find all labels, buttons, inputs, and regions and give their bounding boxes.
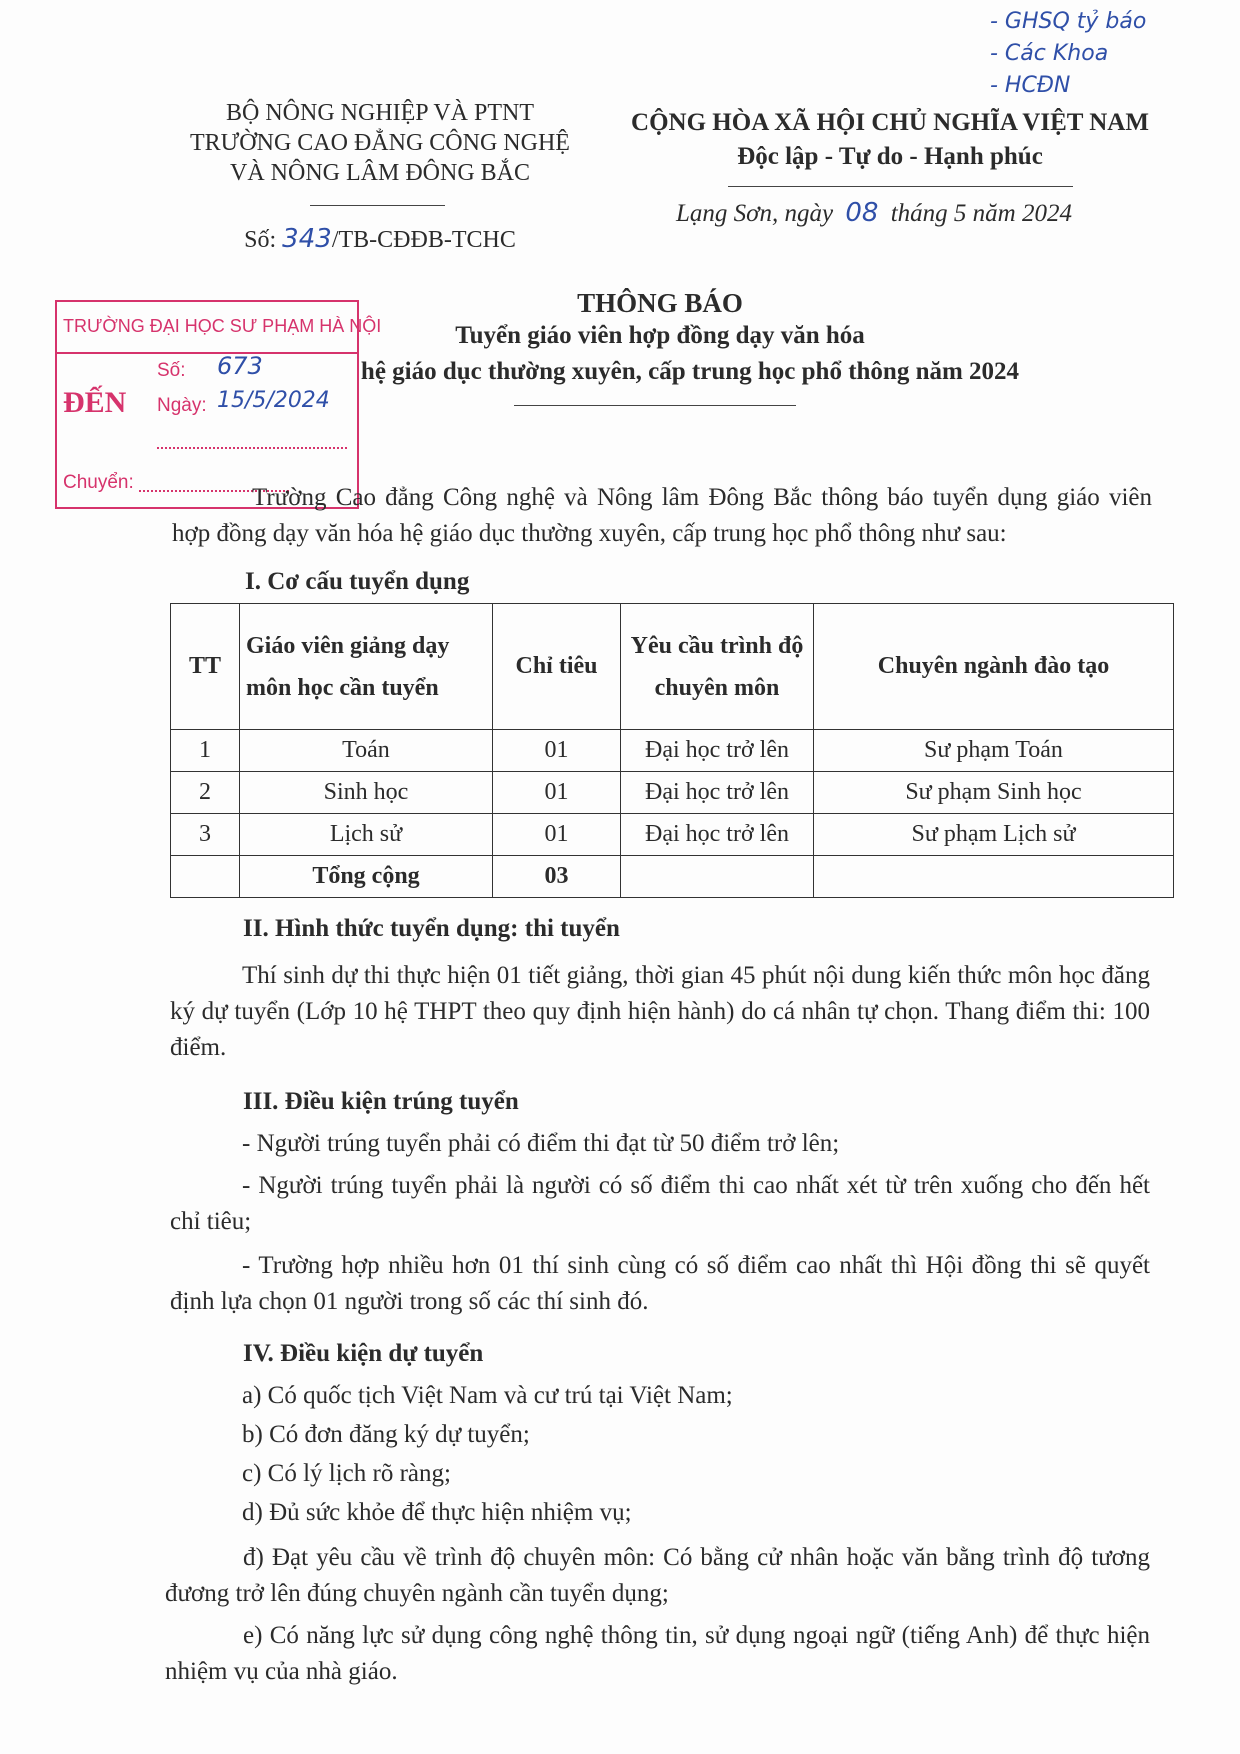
ministry-name: BỘ NÔNG NGHIỆP VÀ PTNT	[225, 100, 534, 126]
stamp-chuyen-label: Chuyển:	[63, 472, 134, 493]
stamp-blank-line	[157, 447, 347, 449]
stamp-so-value: 673	[217, 352, 263, 380]
total-label: Tổng cộng	[240, 856, 493, 898]
section-3-item: - Trường hợp nhiều hơn 01 thí sinh cùng có số điểm cao nhất thì Hội đồng thi sẽ quyết định lựa chọn 01 người trong số các thí sinh đó.	[170, 1252, 1150, 1315]
table-header-row	[171, 604, 1174, 730]
table-row	[171, 814, 1174, 856]
table-row	[171, 730, 1174, 772]
distribution-line: - Các Khoa	[990, 41, 1109, 66]
table-row	[171, 772, 1174, 814]
stamp-ngay-label: Ngày:	[157, 395, 207, 416]
cell	[171, 856, 240, 898]
handwritten-distribution	[990, 6, 1146, 102]
stamp-ngay-value: 15/5/2024	[217, 388, 330, 413]
section-2-text: Thí sinh dự thi thực hiện 01 tiết giảng, thời gian 45 phút nội dung kiến thức môn học đăng ký dự tuyển (Lớp 10 hệ THPT theo quy định hiện hành) do cá nhân tự chọn. Thang điểm thi: 100 điểm.	[170, 962, 1150, 1061]
section-3-heading: III. Điều kiện trúng tuyển	[243, 1088, 519, 1115]
cell	[621, 856, 814, 898]
section-4-item: b) Có đơn đăng ký dự tuyển;	[242, 1421, 530, 1448]
issue-date: Lạng Sơn, ngày 08 tháng 5 năm 2024	[676, 198, 1072, 228]
col-header-subject: Giáo viên giảng dạy môn học cần tuyển	[240, 604, 493, 730]
section-4-item: c) Có lý lịch rõ ràng;	[242, 1460, 451, 1487]
col-header-level: Yêu cầu trình độ chuyên môn	[621, 604, 814, 730]
cell: 01	[493, 772, 621, 814]
issuer-header	[160, 98, 600, 188]
section-2-heading: II. Hình thức tuyển dụng: thi tuyển	[243, 915, 620, 942]
stamp-divider	[57, 352, 357, 354]
distribution-line: - HCĐN	[990, 73, 1071, 98]
intro-paragraph: Trường Cao đẳng Công nghệ và Nông lâm Đông Bắc thông báo tuyển dụng giáo viên hợp đồng dạy văn hóa hệ giáo dục thường xuyên, cấp trung học phổ thông như sau:	[172, 484, 1152, 547]
document-number: Số: 343/TB-CĐĐB-TCHC	[244, 224, 516, 254]
cell: Đại học trở lên	[621, 730, 814, 772]
cell	[814, 856, 1174, 898]
cell: Sư phạm Sinh học	[814, 772, 1174, 814]
cell: 3	[171, 814, 240, 856]
title-underline	[514, 405, 796, 406]
document-heading: THÔNG BÁO	[577, 288, 743, 318]
cell: 01	[493, 814, 621, 856]
issue-day-handwritten: 08	[845, 198, 879, 228]
document-subject-line1: Tuyển giáo viên hợp đồng dạy văn hóa	[455, 322, 865, 349]
cell: Toán	[240, 730, 493, 772]
section-1-heading: I. Cơ cấu tuyển dụng	[245, 568, 470, 595]
document-subject-line2: hệ giáo dục thường xuyên, cấp trung học phổ thông năm 2024	[360, 358, 1020, 385]
national-motto: Độc lập - Tự do - Hạnh phúc	[737, 143, 1043, 170]
cell: Sư phạm Toán	[814, 730, 1174, 772]
total-value: 03	[493, 856, 621, 898]
cell: Sư phạm Lịch sử	[814, 814, 1174, 856]
document-number-handwritten: 343	[282, 224, 332, 254]
stamp-org: TRƯỜNG ĐẠI HỌC SƯ PHẠM HÀ NỘI	[63, 316, 382, 336]
school-name-line2: VÀ NÔNG LÂM ĐÔNG BẮC	[230, 160, 530, 186]
col-header-major: Chuyên ngành đào tạo	[814, 604, 1174, 730]
issuer-underline	[310, 205, 445, 206]
motto-underline	[728, 186, 1073, 187]
cell: 01	[493, 730, 621, 772]
section-3-item: - Người trúng tuyển phải có điểm thi đạt từ 50 điểm trở lên;	[242, 1130, 840, 1157]
section-4-heading: IV. Điều kiện dự tuyển	[243, 1340, 484, 1367]
section-4-item: đ) Đạt yêu cầu về trình độ chuyên môn: Có bằng cử nhân hoặc văn bằng trình độ tương đương trở lên đúng chuyên ngành cần tuyển dụng;	[165, 1544, 1150, 1607]
cell: Lịch sử	[240, 814, 493, 856]
stamp-den: ĐẾN	[63, 386, 127, 419]
cell: Đại học trở lên	[621, 772, 814, 814]
distribution-line: - GHSQ tỷ báo	[990, 9, 1147, 34]
section-4-item: e) Có năng lực sử dụng công nghệ thông tin, sử dụng ngoại ngữ (tiếng Anh) để thực hiện nhiệm vụ của nhà giáo.	[165, 1622, 1150, 1685]
cell: Đại học trở lên	[621, 814, 814, 856]
school-name-line1: TRƯỜNG CAO ĐẲNG CÔNG NGHỆ	[190, 130, 570, 156]
recruitment-table	[170, 603, 1174, 898]
col-header-quota: Chỉ tiêu	[493, 604, 621, 730]
national-header	[620, 106, 1160, 174]
country-name: CỘNG HÒA XÃ HỘI CHỦ NGHĨA VIỆT NAM	[631, 109, 1149, 136]
stamp-so-label: Số:	[157, 360, 186, 381]
cell: 1	[171, 730, 240, 772]
section-3-item: - Người trúng tuyển phải là người có số điểm thi cao nhất xét từ trên xuống cho đến hết chỉ tiêu;	[170, 1172, 1150, 1235]
col-header-tt: TT	[171, 604, 240, 730]
section-4-item: a) Có quốc tịch Việt Nam và cư trú tại Việt Nam;	[242, 1382, 733, 1409]
cell: 2	[171, 772, 240, 814]
table-total-row	[171, 856, 1174, 898]
section-4-item: d) Đủ sức khỏe để thực hiện nhiệm vụ;	[242, 1499, 632, 1526]
cell: Sinh học	[240, 772, 493, 814]
